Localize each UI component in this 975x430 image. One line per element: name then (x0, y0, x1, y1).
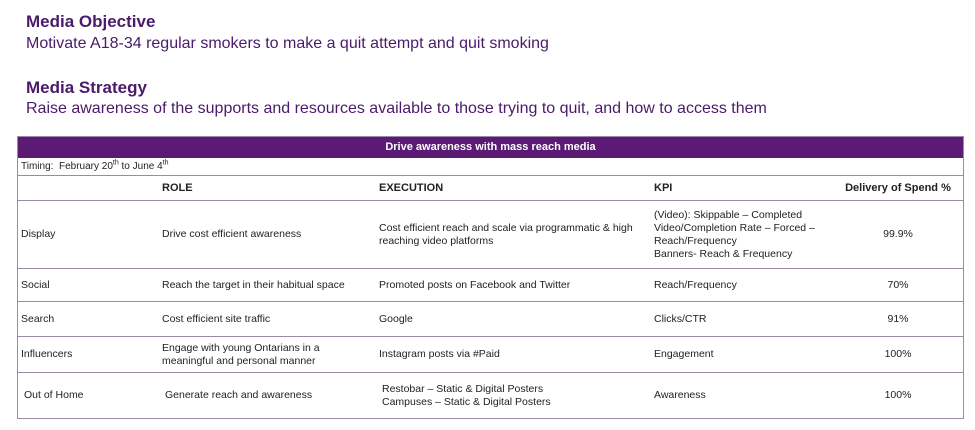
table-row (18, 200, 963, 268)
kpi-line: Reach/Frequency (654, 234, 737, 247)
kpi-line: Video/Completion Rate – Forced – (654, 221, 815, 234)
kpi-cell: Awareness (654, 389, 706, 401)
kpi-cell: Clicks/CTR (654, 312, 707, 325)
header-kpi: KPI (654, 182, 673, 194)
media-objective-text: Motivate A18-34 regular smokers to make a quit attempt and quit smoking (26, 35, 549, 52)
media-plan-table (17, 136, 964, 419)
table-row (18, 372, 963, 418)
table-row (18, 268, 963, 301)
channel-cell: Social (21, 278, 50, 291)
role-line: Engage with young Ontarians in a (162, 341, 320, 354)
timing-end: to June 4 (118, 161, 163, 172)
table-banner: Drive awareness with mass reach media (18, 137, 963, 158)
role-line: meaningful and personal manner (162, 354, 316, 367)
header-role: ROLE (162, 182, 193, 194)
kpi-line: (Video): Skippable – Completed (654, 208, 803, 221)
role-cell (162, 337, 374, 372)
timing-row (18, 158, 963, 176)
spend-cell: 70% (887, 278, 909, 291)
role-cell: Drive cost efficient awareness (162, 228, 302, 240)
execution-cell (379, 201, 649, 268)
channel-cell: Search (21, 312, 55, 325)
table-row (18, 336, 963, 372)
timing-start-suffix: th (112, 159, 119, 167)
media-strategy-text: Raise awareness of the supports and resources available to those trying to quit, and how to access them (26, 100, 767, 117)
execution-line: reaching video platforms (379, 234, 494, 247)
execution-line: Campuses – Static & Digital Posters (382, 395, 551, 408)
kpi-line: Banners- Reach & Frequency (654, 247, 793, 260)
kpi-cell: Engagement (654, 348, 714, 360)
media-objective-title: Media Objective (26, 12, 156, 31)
spend-cell: 91% (887, 312, 909, 325)
spend-cell: 100% (884, 348, 912, 360)
execution-cell: Promoted posts on Facebook and Twitter (379, 278, 571, 291)
execution-cell: Instagram posts via #Paid (379, 348, 500, 360)
execution-line: Cost efficient reach and scale via programmatic & high (379, 221, 633, 234)
execution-cell: Google (379, 312, 413, 325)
execution-cell (382, 373, 652, 418)
header-execution: EXECUTION (379, 182, 444, 194)
channel-cell: Display (21, 228, 56, 240)
spend-cell: 100% (884, 389, 912, 401)
kpi-cell: Reach/Frequency (654, 278, 737, 291)
media-strategy-title: Media Strategy (26, 78, 147, 97)
role-cell: Generate reach and awareness (165, 389, 313, 401)
kpi-cell (654, 201, 839, 268)
timing-end-suffix: th (162, 159, 169, 167)
header-delivery-of-spend: Delivery of Spend % (845, 182, 951, 194)
spend-cell: 99.9% (883, 228, 913, 240)
role-cell: Cost efficient site traffic (162, 312, 271, 325)
table-row (18, 301, 963, 336)
timing-start: February 20 (58, 161, 113, 172)
execution-line: Restobar – Static & Digital Posters (382, 382, 544, 395)
timing-label: Timing: (21, 161, 54, 172)
role-cell: Reach the target in their habitual space (162, 278, 345, 291)
channel-cell: Out of Home (24, 389, 84, 401)
channel-cell: Influencers (21, 348, 73, 360)
